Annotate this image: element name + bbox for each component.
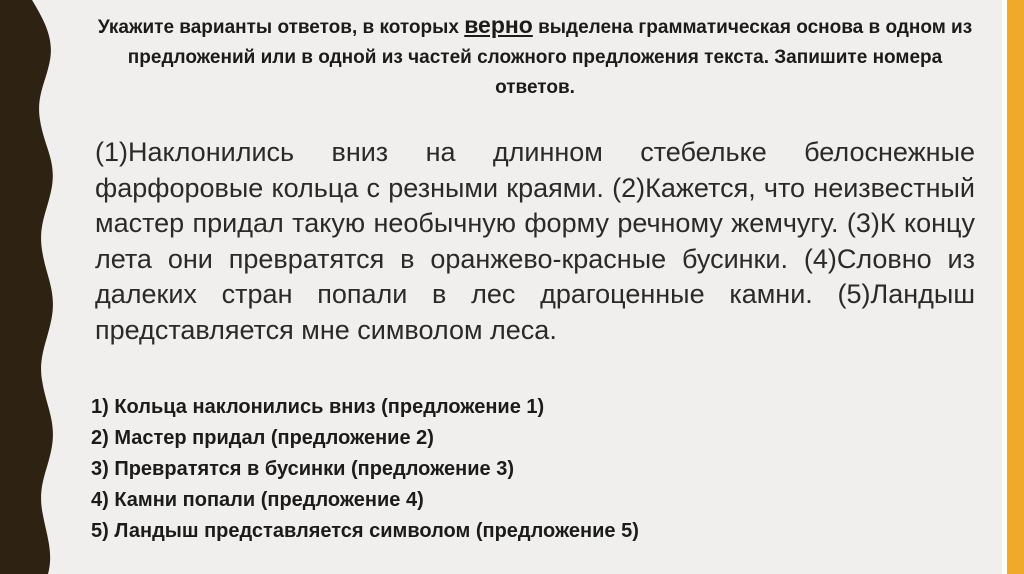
passage-text: (1)Наклонились вниз на длинном стебельке белоснежные фарфоровые кольца с резными краями. (2)Кажется, что неизвестный мастер придал такую необычную форму речному жемчугу. (3)К концу лета они превратятся в оранжево-красные бусинки. (4)Словно из далеких стран попали в лес драгоценные камни. (5)Ландыш представляется мне символом леса. (95, 137, 975, 345)
task-title (95, 10, 975, 103)
title-text-end: выделена грамматическая основа в одном из предложений или в одной из частей сложного предложения текста. Запишите номера ответов. (127, 17, 973, 98)
answer-option-1: 1) Кольца наклонились вниз (предложение 1) (91, 396, 545, 418)
answer-option-2: 2) Мастер придал (предложение 2) (91, 427, 434, 449)
right-band-gold (1007, 0, 1024, 574)
answer-option-4: 4) Камни попали (предложение 4) (91, 489, 424, 511)
left-decorative-wave (0, 0, 60, 574)
title-text-start: Укажите варианты ответов, в которых (97, 17, 465, 38)
answer-option-3: 3) Превратятся в бусинки (предложение 3) (91, 458, 515, 480)
title-emphasis: верно (464, 12, 533, 38)
answer-option-5: 5) Ландыш представляется символом (предложение 5) (91, 520, 639, 542)
answer-options-list (91, 392, 639, 547)
right-decorative-band (1002, 0, 1024, 574)
